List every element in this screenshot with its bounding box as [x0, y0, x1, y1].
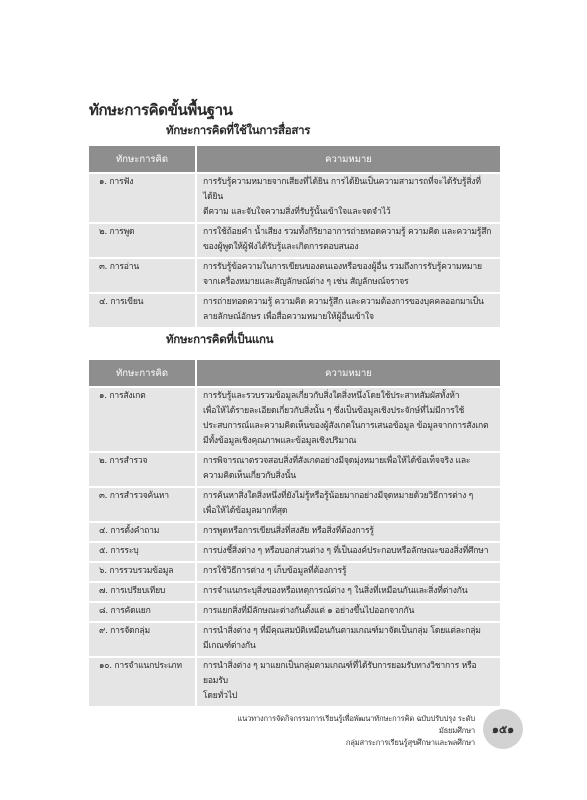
- page-footer: [230, 713, 475, 749]
- communication-skills-table: [89, 146, 500, 327]
- skill-cell: ๓. การสำรวจค้นหา: [89, 487, 196, 522]
- skill-column-header: ทักษะการคิด: [89, 146, 196, 173]
- section-communication-title: ทักษะการคิดที่ใช้ในการสื่อสาร: [166, 123, 311, 137]
- page-heading: ทักษะการคิดขั้นพื้นฐาน: [89, 101, 233, 119]
- meaning-cell: [196, 522, 500, 542]
- core-skills-table: [89, 360, 500, 706]
- page-number: ๑๕๑: [483, 709, 523, 749]
- footer-line-2: กลุ่มสาระการเรียนรู้สุขศึกษาและพลศึกษา: [345, 738, 475, 747]
- table-row: [89, 487, 500, 522]
- table-row: [89, 452, 500, 487]
- meaning-line: การพิจารณาตรวจสอบสิ่งที่สังเกตอย่างมีจุดมุ่งหมายเพื่อให้ได้ข้อเท็จจริง และ: [203, 456, 471, 466]
- meaning-cell: [196, 258, 500, 293]
- table-row: [89, 293, 500, 327]
- meaning-cell: [196, 622, 500, 657]
- meaning-line: การรับรู้ความหมายจากเสียงที่ได้ยิน การได้ยินเป็นความสามารถที่จะได้รับรู้สิ่งที่ได้ยิน: [203, 177, 481, 202]
- meaning-cell: [196, 223, 500, 258]
- meaning-line: ประสบการณ์และความคิดเห็นของผู้สังเกตในการเสนอข้อมูล ข้อมูลจากการสังเกต: [203, 421, 489, 431]
- meaning-line: การใช้วิธีการต่าง ๆ เก็บข้อมูลที่ต้องการรู้: [203, 566, 347, 576]
- meaning-line: มีเกณฑ์ต่างกัน: [203, 641, 256, 651]
- meaning-cell: [196, 582, 500, 602]
- meaning-cell: [196, 387, 500, 452]
- meaning-cell: [196, 452, 500, 487]
- table-row: [89, 622, 500, 657]
- meaning-line: ลายลักษณ์อักษร เพื่อสื่อความหมายให้ผู้อื่นเข้าใจ: [203, 312, 374, 322]
- meaning-line: การนำสิ่งต่าง ๆ ที่มีคุณสมบัติเหมือนกันตามเกณฑ์มาจัดเป็นกลุ่ม โดยแต่ละกลุ่ม: [203, 626, 481, 636]
- skill-cell: ๑๐. การจำแนกประเภท: [89, 657, 196, 706]
- skill-cell: ๙. การจัดกลุ่ม: [89, 622, 196, 657]
- meaning-line: ของผู้พูดให้ผู้ฟังได้รับรู้และเกิดการตอบสนอง: [203, 242, 359, 252]
- meaning-cell: [196, 657, 500, 706]
- skill-cell: ๒. การพูด: [89, 223, 196, 258]
- skill-cell: ๔. การตั้งคำถาม: [89, 522, 196, 542]
- table-row: [89, 258, 500, 293]
- table-row: [89, 562, 500, 582]
- skill-column-header: ทักษะการคิด: [89, 360, 196, 387]
- skill-cell: ๑. การสังเกต: [89, 387, 196, 452]
- meaning-column-header: ความหมาย: [196, 360, 500, 387]
- meaning-line: เพื่อให้ได้ข้อมูลมากที่สุด: [203, 506, 288, 516]
- table-row: [89, 522, 500, 542]
- meaning-cell: [196, 487, 500, 522]
- meaning-cell: [196, 542, 500, 562]
- meaning-line: มีทั้งข้อมูลเชิงคุณภาพและข้อมูลเชิงปริมาณ: [203, 436, 357, 446]
- meaning-line: จากเครื่องหมายและสัญลักษณ์ต่าง ๆ เช่น สัญลักษณ์จราจร: [203, 277, 409, 287]
- meaning-cell: [196, 173, 500, 223]
- table-row: [89, 582, 500, 602]
- table-row: [89, 387, 500, 452]
- skill-cell: ๓. การอ่าน: [89, 258, 196, 293]
- meaning-line: โดยทั่วไป: [203, 691, 238, 701]
- meaning-cell: [196, 293, 500, 327]
- meaning-line: การรับรู้ข้อความในการเขียนของตนเองหรือของผู้อื่น รวมถึงการรับรู้ความหมาย: [203, 262, 482, 272]
- meaning-line: ตีความ และจับใจความสิ่งที่รับรู้นั้นเข้าใจและจดจำไว้: [203, 207, 391, 217]
- skill-cell: ๔. การเขียน: [89, 293, 196, 327]
- table-row: [89, 223, 500, 258]
- skill-cell: ๕. การระบุ: [89, 542, 196, 562]
- meaning-column-header: ความหมาย: [196, 146, 500, 173]
- skill-cell: ๑. การฟัง: [89, 173, 196, 223]
- meaning-line: การนำสิ่งต่าง ๆ มาแยกเป็นกลุ่มตามเกณฑ์ที่ได้รับการยอมรับทางวิชาการ หรือยอมรับ: [203, 661, 477, 686]
- meaning-line: การถ่ายทอดความรู้ ความคิด ความรู้สึก และความต้องการของบุคคลออกมาเป็น: [203, 297, 484, 307]
- meaning-line: การใช้ถ้อยคำ น้ำเสียง รวมทั้งกิริยาอาการถ่ายทอดความรู้ ความคิด และความรู้สึก: [203, 227, 492, 237]
- meaning-line: การแยกสิ่งที่มีลักษณะต่างกันตั้งแต่ ๑ อย่างขึ้นไปออกจากกัน: [203, 606, 415, 616]
- meaning-line: การรับรู้และรวบรวมข้อมูลเกี่ยวกับสิ่งใดสิ่งหนึ่งโดยใช้ประสาทสัมผัสทั้งห้า: [203, 391, 460, 401]
- meaning-line: การจำแนกระบุสิ่งของหรือเหตุการณ์ต่าง ๆ ในสิ่งที่เหมือนกันและสิ่งที่ต่างกัน: [203, 586, 468, 596]
- table-header-row: [89, 146, 500, 173]
- table-row: [89, 173, 500, 223]
- meaning-line: การค้นหาสิ่งใดสิ่งหนึ่งที่ยังไม่รู้หรือรู้น้อยมากอย่างมีจุดหมายด้วยวิธีการต่าง ๆ: [203, 491, 474, 501]
- meaning-cell: [196, 562, 500, 582]
- meaning-line: เพื่อให้ได้รายละเอียดเกี่ยวกับสิ่งนั้น ๆ ซึ่งเป็นข้อมูลเชิงประจักษ์ที่ไม่มีการใช้: [203, 406, 465, 416]
- skill-cell: ๒. การสำรวจ: [89, 452, 196, 487]
- meaning-line: ความคิดเห็นเกี่ยวกับสิ่งนั้น: [203, 471, 296, 481]
- footer-line-1: แนวทางการจัดกิจกรรมการเรียนรู้เพื่อพัฒนาทักษะการคิด ฉบับปรับปรุง ระดับมัธยมศึกษา: [237, 714, 475, 735]
- skill-cell: ๖. การรวบรวมข้อมูล: [89, 562, 196, 582]
- meaning-line: การบ่งชี้สิ่งต่าง ๆ หรือบอกส่วนต่าง ๆ ที่เป็นองค์ประกอบหรือลักษณะของสิ่งที่ศึกษา: [203, 546, 489, 556]
- meaning-cell: [196, 602, 500, 622]
- table-row: [89, 657, 500, 706]
- skill-cell: ๘. การคัดแยก: [89, 602, 196, 622]
- skill-cell: ๗. การเปรียบเทียบ: [89, 582, 196, 602]
- section-core-title: ทักษะการคิดที่เป็นแกน: [166, 332, 274, 346]
- table-row: [89, 542, 500, 562]
- table-row: [89, 602, 500, 622]
- table-header-row: [89, 360, 500, 387]
- meaning-line: การพูดหรือการเขียนสิ่งที่สงสัย หรือสิ่งที่ต้องการรู้: [203, 526, 374, 536]
